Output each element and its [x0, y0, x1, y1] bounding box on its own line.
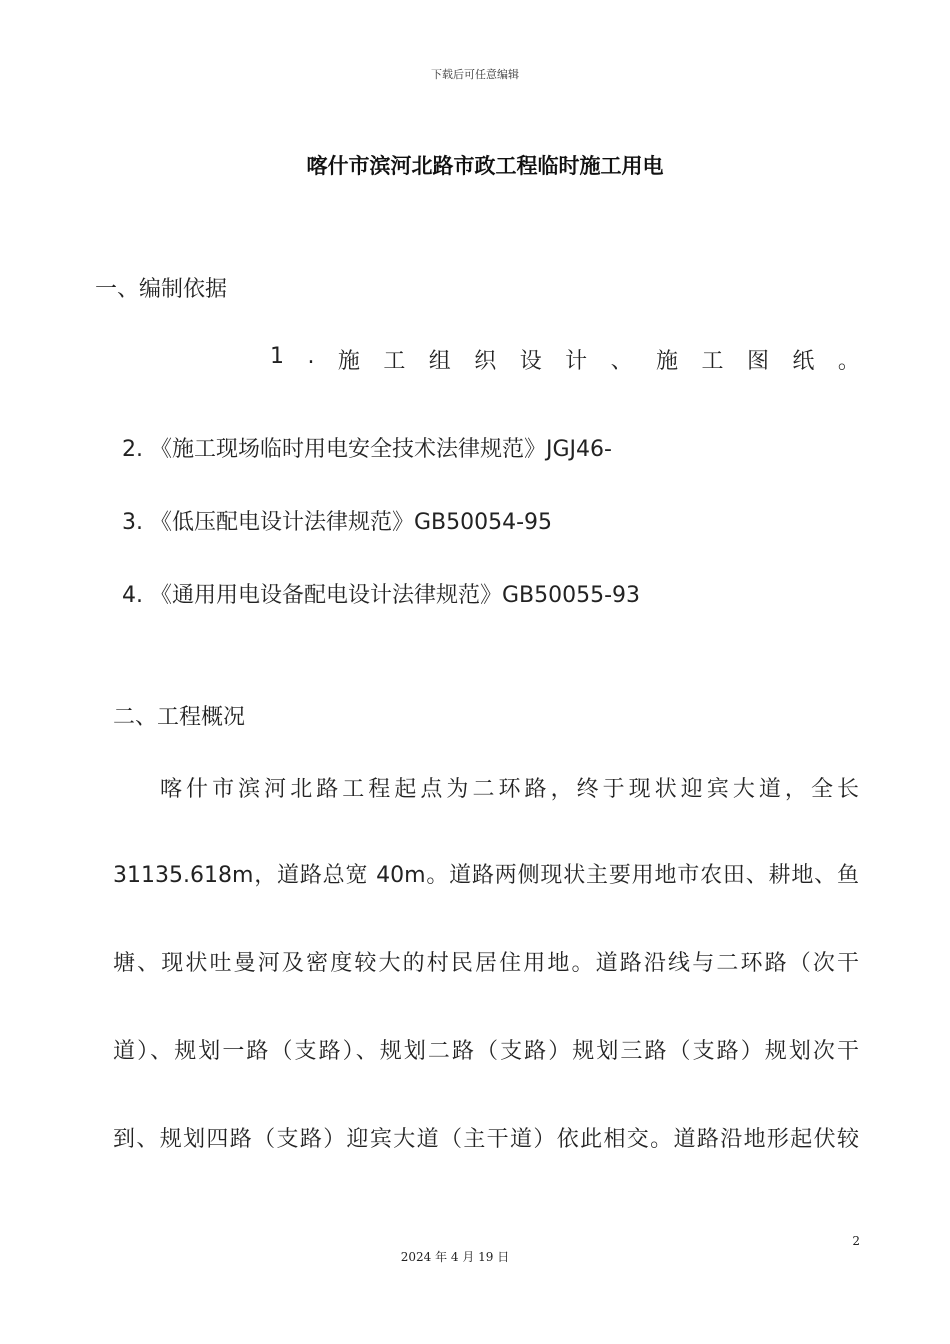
basis-item-1-char: 组: [428, 349, 451, 374]
basis-item-1-char: 施: [656, 349, 679, 374]
basis-item-1-char: 工: [383, 349, 406, 374]
basis-item-1-char: 设: [519, 349, 542, 374]
basis-item-1-char: 。: [837, 349, 860, 374]
paragraph-line: 31135.618m，道路总宽 40m。道路两侧现状主要用地市农田、耕地、鱼: [113, 863, 859, 888]
basis-item-1-char: 、: [610, 349, 633, 374]
basis-item-1-char: 施: [337, 349, 360, 374]
basis-item-1-char: 工: [701, 349, 724, 374]
paragraph-line: 喀什市滨河北路工程起点为二环路，终于现状迎宾大道，全长: [160, 777, 859, 802]
basis-item-1-char: 计: [565, 349, 588, 374]
paragraph-line: 到、规划四路（支路）迎宾大道（主干道）依此相交。道路沿地形起伏较: [113, 1127, 859, 1152]
basis-item-1-char: 纸: [792, 349, 815, 374]
basis-item-1-char: 织: [474, 349, 497, 374]
header-note: 下载后可任意编辑: [431, 68, 519, 81]
basis-item-1-char: .: [307, 344, 315, 369]
basis-item-1-char: 图: [746, 349, 769, 374]
basis-item-2: 2. 《施工现场临时用电安全技术法律规范》JGJ46-: [122, 437, 612, 462]
section-heading-basis: 一、编制依据: [95, 277, 228, 302]
basis-item-1-char: 1: [270, 344, 284, 369]
page-number: 2: [852, 1234, 860, 1248]
paragraph-line: 塘、现状吐曼河及密度较大的村民居住用地。道路沿线与二环路（次干: [113, 951, 859, 976]
paragraph-line: 道）、规划一路（支路）、规划二路（支路）规划三路（支路）规划次干: [113, 1039, 859, 1064]
basis-item-3: 3. 《低压配电设计法律规范》GB50054-95: [122, 510, 553, 535]
footer-date: 2024 年 4 月 19 日: [400, 1250, 510, 1264]
basis-item-4: 4. 《通用用电设备配电设计法律规范》GB50055-93: [122, 583, 641, 608]
basis-item-1: [270, 344, 860, 375]
section-heading-overview: 二、工程概况: [113, 705, 246, 730]
document-title: 喀什市滨河北路市政工程临时施工用电: [306, 154, 664, 178]
